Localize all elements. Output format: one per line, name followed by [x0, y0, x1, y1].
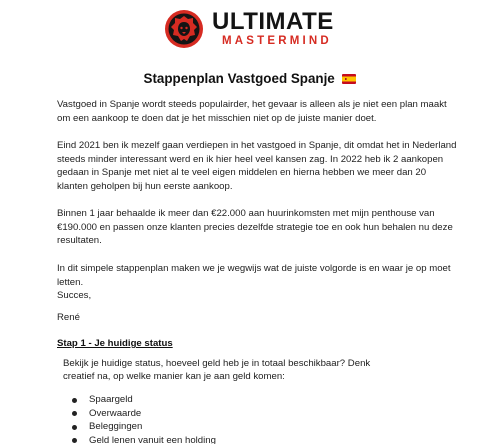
brand-logo: [164, 8, 344, 52]
author-name: René: [57, 312, 80, 323]
funding-source-list: [72, 393, 216, 444]
list-item: [72, 407, 216, 421]
bullet-icon: [72, 411, 77, 416]
results-paragraph: Binnen 1 jaar behaalde ik meer dan €22.000 aan huurinkomsten met mijn penthouse van €190.000 en passen onze klanten precies dezelfde strategie toe en ook hun behalen nu deze resultaten.: [57, 208, 453, 247]
list-item: [72, 420, 216, 434]
list-item-label: Spaargeld: [89, 394, 133, 405]
bullet-icon: [72, 438, 77, 443]
guide-paragraph: In dit simpele stappenplan maken we je wegwijs wat de juiste volgorde is en waar je op moet letten.: [57, 263, 451, 288]
list-item-label: Overwaarde: [89, 407, 142, 419]
lion-emblem-icon: [164, 9, 204, 49]
list-item: [72, 434, 216, 444]
intro-paragraph: Vastgoed in Spanje wordt steeds populairder, het gevaar is alleen als je niet een plan maakt om een aankoop te doen dat je het misschien niet op de juiste manier doet.: [57, 99, 447, 124]
logo-subtitle: MASTERMIND: [222, 35, 332, 47]
list-item-label: Beleggingen: [89, 421, 143, 433]
step-1-heading: Stap 1 - Je huidige status: [57, 338, 173, 349]
background-paragraph: Eind 2021 ben ik mezelf gaan verdiepen in het vastgoed in Spanje, dit omdat het in Nederland steeds minder interessant werd en ik hier heel veel kansen zag. In 2022 heb ik 2 aankopen gedaan in Spanje met niet al te veel eigen middelen en hierna hebben we meer dan 20 klanten geholpen bij hun eerste aankoop.: [57, 140, 457, 192]
bullet-icon: [72, 425, 77, 430]
logo-wordmark: ULTIMATE: [212, 8, 334, 35]
page-title-text: Stappenplan Vastgoed Spanje: [143, 71, 335, 86]
list-item-label: Geld lenen vanuit een holding: [89, 434, 216, 444]
page-title: [0, 71, 500, 87]
step-1-text: Bekijk je huidige status, hoeveel geld heb je in totaal beschikbaar? Denk creatief na, op welke manier kan je aan geld komen:: [63, 358, 371, 383]
spain-flag-icon: [342, 74, 356, 84]
bullet-icon: [72, 398, 77, 403]
list-item: [72, 393, 216, 407]
signoff-text: Succes,: [57, 290, 92, 301]
